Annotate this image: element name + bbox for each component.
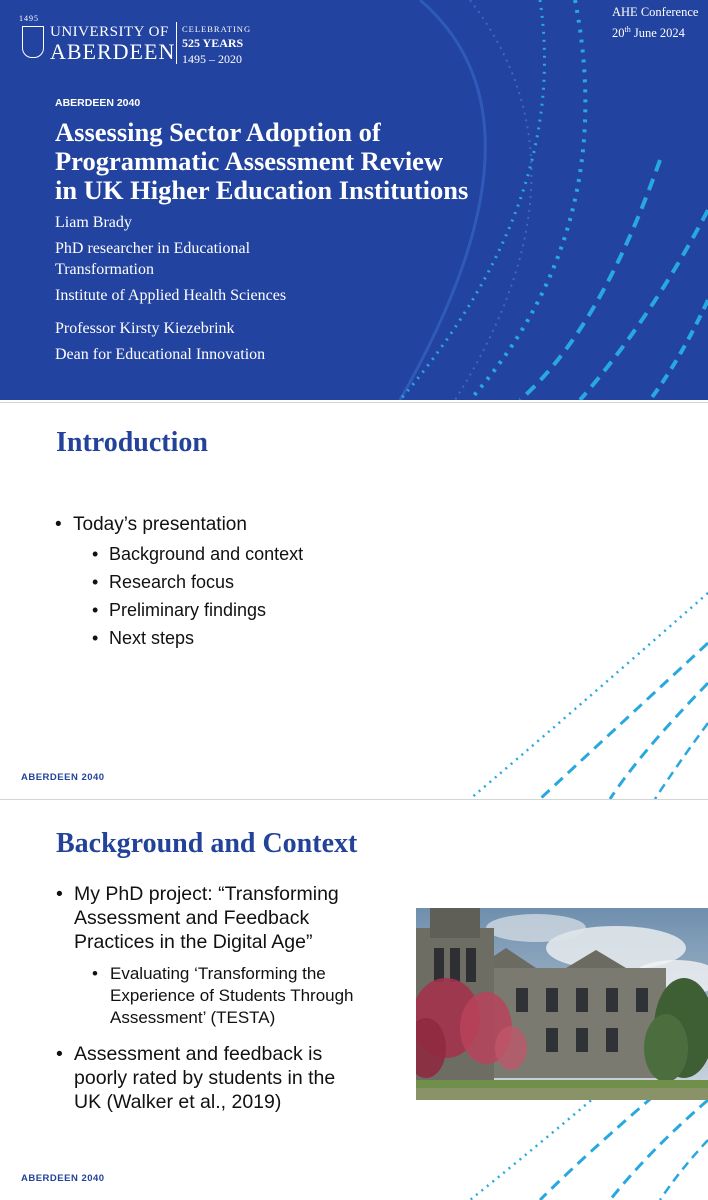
- bullet-line: UK (Walker et al., 2019): [74, 1091, 282, 1113]
- logo-year: 1495: [19, 14, 39, 23]
- bullet-icon: •: [92, 544, 99, 564]
- bullet-icon: •: [92, 964, 98, 983]
- bullet-line: Assessment and Feedback: [74, 907, 310, 929]
- coauthor-role: Dean for Educational Innovation: [55, 346, 266, 363]
- conference-date: [612, 25, 685, 41]
- logo-university-line1: UNIVERSITY OF: [50, 24, 169, 40]
- sub-bullet-line: Assessment’ (TESTA): [110, 1008, 276, 1027]
- bullet-text: Today’s presentation: [73, 514, 247, 535]
- sub-bullet-text: Research focus: [109, 572, 235, 592]
- logo-divider: [176, 22, 177, 64]
- introduction-slide: [0, 402, 708, 800]
- campus-building-photo: [416, 908, 708, 1100]
- slide-heading: Background and Context: [56, 828, 358, 859]
- title-slide: [0, 0, 708, 400]
- author-role-line2: Transformation: [55, 261, 154, 278]
- date-rest: June 2024: [630, 26, 685, 41]
- presentation-title: [55, 118, 535, 205]
- decorative-arcs: [0, 403, 708, 799]
- sub-bullet-text: Next steps: [109, 628, 195, 648]
- title-line: Assessing Sector Adoption of: [55, 117, 381, 147]
- bullet-icon: •: [56, 883, 63, 905]
- bullet-line: Practices in the Digital Age”: [74, 931, 313, 953]
- bullet-line: My PhD project: “Transforming: [74, 883, 339, 905]
- logo-range: 1495 – 2020: [182, 52, 242, 66]
- aberdeen-2040-tag: ABERDEEN 2040: [55, 97, 141, 109]
- author-role-line1: PhD researcher in Educational: [55, 240, 251, 257]
- conference-name: AHE Conference: [612, 5, 699, 19]
- author-name: Liam Brady: [55, 214, 132, 231]
- crest-icon: [22, 26, 44, 58]
- bullet-icon: •: [55, 514, 62, 535]
- title-line: in UK Higher Education Institutions: [55, 175, 469, 205]
- date-suffix: th: [624, 25, 631, 34]
- bullet-text: [74, 1042, 404, 1114]
- slide-heading: Introduction: [56, 427, 208, 458]
- bullet-text: [74, 882, 404, 954]
- slide-footer: ABERDEEN 2040: [21, 1173, 105, 1184]
- sub-bullet-text: Background and context: [109, 544, 304, 564]
- sub-bullet-line: Evaluating ‘Transforming the: [110, 964, 326, 983]
- bullet-icon: •: [92, 628, 99, 648]
- university-logo: [18, 14, 258, 66]
- bullet-icon: •: [92, 600, 99, 620]
- sub-bullet-text: [110, 963, 410, 1029]
- sub-bullet-text: Preliminary findings: [109, 600, 267, 620]
- bullet-icon: •: [92, 572, 99, 592]
- coauthor-name: Professor Kirsty Kiezebrink: [55, 320, 235, 337]
- author-institute: Institute of Applied Health Sciences: [55, 287, 287, 304]
- logo-university-line2: ABERDEEN: [50, 39, 176, 64]
- logo-celebrating: CELEBRATING: [182, 24, 252, 34]
- bullet-line: poorly rated by students in the: [74, 1067, 336, 1089]
- title-line: Programmatic Assessment Review: [55, 146, 444, 176]
- bullet-icon: •: [56, 1043, 63, 1065]
- sub-bullet-line: Experience of Students Through: [110, 986, 354, 1005]
- bullet-line: Assessment and feedback is: [74, 1043, 323, 1065]
- slide-footer: ABERDEEN 2040: [21, 772, 105, 783]
- logo-years: 525 YEARS: [182, 36, 244, 50]
- date-day: 20: [612, 26, 625, 41]
